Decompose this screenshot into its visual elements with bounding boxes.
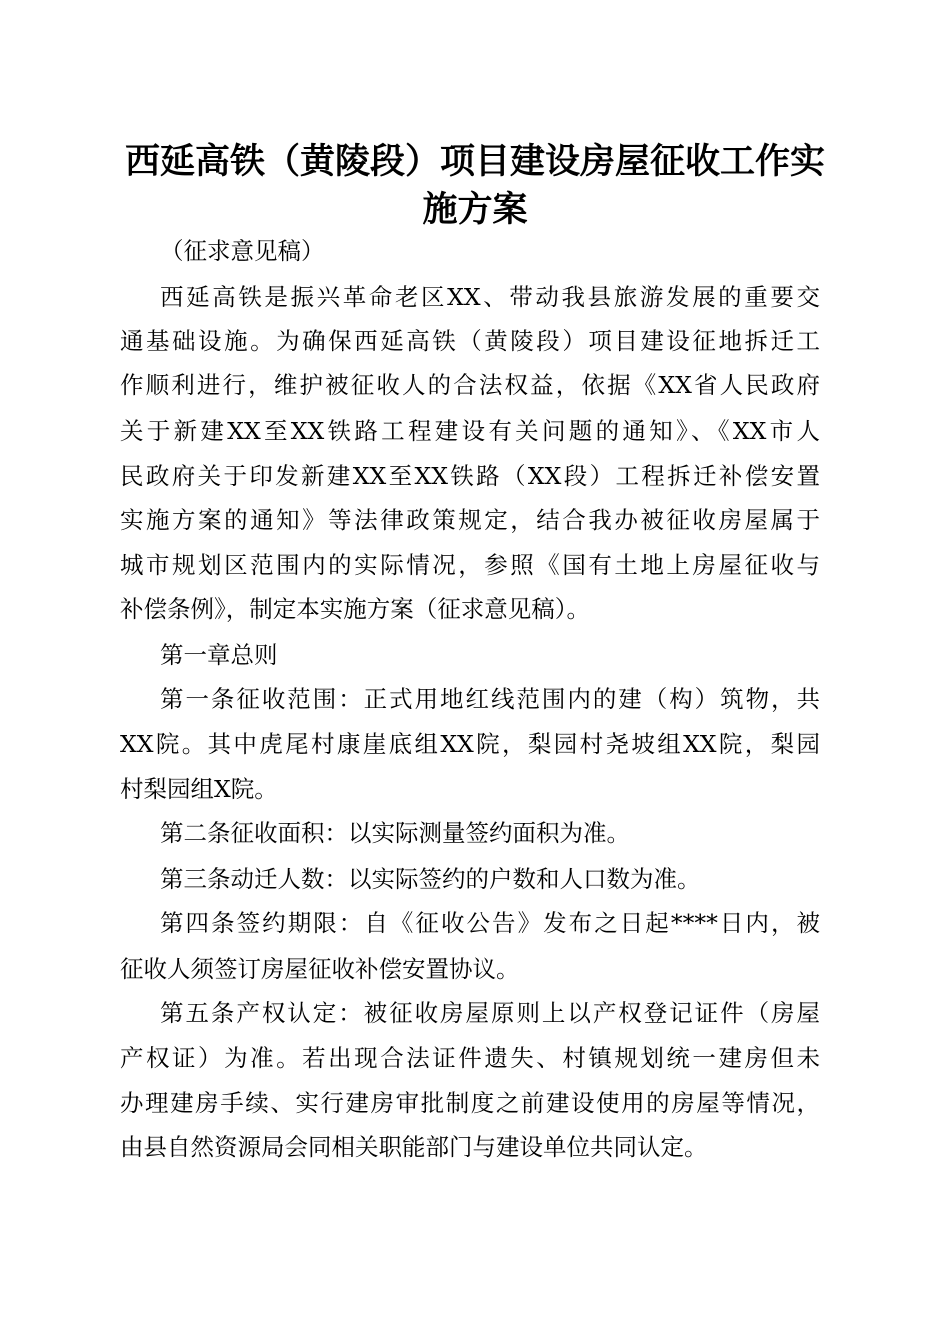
article-2: 第二条征收面积：以实际测量签约面积为准。 (160, 819, 630, 847)
article-1-line: 村梨园组X院。 (120, 775, 278, 803)
article-5-line: 产权证）为准。若出现合法证件遗失、村镇规划统一建房但未 (120, 1044, 820, 1072)
intro-line: 作顺利进行，维护被征收人的合法权益，依据《XX省人民政府 (120, 371, 820, 399)
intro-line: 关于新建XX至XX铁路工程建设有关问题的通知》、《XX市人 (120, 417, 820, 445)
article-1-line: 第一条征收范围：正式用地红线范围内的建（构）筑物，共 (160, 685, 820, 713)
intro-line: 民政府关于印发新建XX至XX铁路（XX段）工程拆迁补偿安置 (120, 462, 820, 490)
intro-line: 通基础设施。为确保西延高铁（黄陵段）项目建设征地拆迁工 (120, 327, 820, 355)
article-3: 第三条动迁人数：以实际签约的户数和人口数为准。 (160, 865, 701, 893)
intro-line: 西延高铁是振兴革命老区XX、带动我县旅游发展的重要交 (160, 283, 820, 311)
article-1-line: XX院。其中虎尾村康崖底组XX院，梨园村尧坡组XX院，梨园 (120, 730, 820, 758)
chapter-heading: 第一章总则 (160, 641, 278, 669)
article-4-line: 征收人须签订房屋征收补偿安置协议。 (120, 955, 520, 983)
document-subtitle: （征求意见稿） (160, 237, 325, 265)
intro-line: 补偿条例》，制定本实施方案（征求意见稿）。 (120, 595, 590, 623)
intro-line: 城市规划区范围内的实际情况，参照《国有土地上房屋征收与 (120, 551, 820, 579)
article-5-line: 办理建房手续、实行建房审批制度之前建设使用的房屋等情况， (120, 1089, 820, 1117)
article-5-line: 由县自然资源局会同相关职能部门与建设单位共同认定。 (120, 1133, 708, 1161)
article-5-line: 第五条产权认定：被征收房屋原则上以产权登记证件（房屋 (160, 999, 820, 1027)
document-title-line-1: 西延高铁（黄陵段）项目建设房屋征收工作实 (124, 142, 825, 182)
intro-line: 实施方案的通知》等法律政策规定，结合我办被征收房屋属于 (120, 506, 820, 534)
document-title-line-2: 施方案 (422, 190, 528, 230)
article-4-line: 第四条签约期限：自《征收公告》发布之日起****日内，被 (160, 909, 820, 937)
